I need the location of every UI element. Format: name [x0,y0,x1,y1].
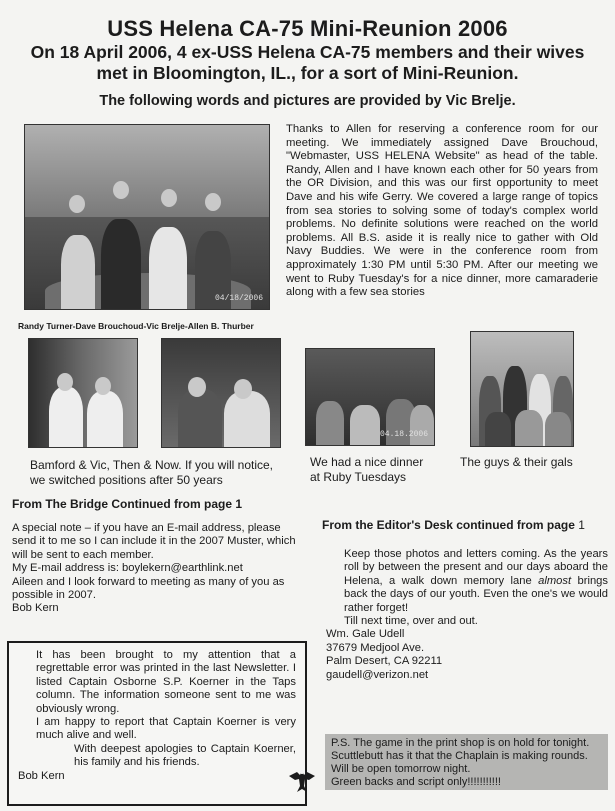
bridge-email: My E-mail address is: boylekern@earthlink.net [12,562,243,575]
editor-heading [322,518,585,532]
credit-line: The following words and pictures are provided by Vic Brelje. [99,93,516,109]
group-photo [24,124,270,310]
editor-address-1: 37679 Medjool Ave. [326,641,425,654]
bridge-text [12,522,308,616]
guys-gals-photo [470,331,574,447]
editor-heading-page: 1 [578,518,585,532]
bridge-heading: From The Bridge Continued from page 1 [12,497,243,511]
reunion-story: Thanks to Allen for reserving a conference room for our meeting. We immediately assigned Dave Brouchoud, "Webmaster, USS HELENA Website" as head of the table. Randy, Allen and I have known each other for 50 years from the OR Division, and this was our first opportunity to meet Dave and his wife Gerry. We covered a large range of topics from sea stories to solving some of today's complex world problems. No definite solutions were reached on the world problems. All B.S. aside it is really nice to gather with Old Navy Buddies. We were in the conference room from approximately 1:30 PM until 5:30 PM. After our meeting we went to Ruby Tuesday's for a nice dinner, more camaraderie along with a few sea stories [286,123,598,299]
dinner-photo [305,348,435,446]
page-subtitle [0,42,615,84]
ps-text: P.S. The game in the print shop is on hold for tonight. Scuttlebutt has it that the Chaplain is making rounds. Will be open tomorrow night. [331,737,590,775]
apology-para-2: I am happy to report that Captain Koerner is very much alive and well. [36,716,296,742]
editor-name: Wm. Gale Udell [326,628,405,641]
apology-box [7,641,307,806]
dinner-photo-stamp: 04.18.2006 [379,430,428,439]
gals-caption: The guys & their gals [460,455,573,469]
apology-text [18,649,296,783]
then-now-photo [28,338,138,448]
editor-text [326,548,608,682]
apology-para-1: It has been brought to my attention that a regrettable error was printed in the last Newsletter. I listed Captain Osborne S.P. Koerner in the Taps column. The information someone sent to me was obviously wrong. [36,649,296,715]
subtitle-line-2: met in Bloomington, IL., for a sort of Mini-Reunion. [96,63,519,83]
eagle-icon [287,766,317,794]
subtitle-line-1: On 18 April 2006, 4 ex-USS Helena CA-75 members and their wives [30,42,585,62]
apology-para-3: With deepest apologies to Captain Koerner, his family and his friends. [74,742,296,769]
then-now-photo-recent [161,338,281,448]
apology-signature: Bob Kern [18,769,65,782]
group-photo-caption: Randy Turner-Dave Brouchoud-Vic Brelje-Allen B. Thurber [18,321,254,331]
editor-paragraph [326,548,608,615]
editor-para-before: Keep those photos and letters coming. As the years roll by between the present and our days aboard the Helena, a walk down memory lane [344,548,608,587]
editor-closing: Till next time, over and out. [344,615,478,628]
ps-box [325,734,608,790]
bridge-signature: Bob Kern [12,602,59,615]
bridge-note: A special note – if you have an E-mail address, please send it to me so I can include it in the 2007 Muster, which will be sent to each member. [12,522,296,561]
then-now-caption: Bamford & Vic, Then & Now. If you will notice, we switched positions after 50 years [30,458,273,487]
editor-para-after: brings back the days of our youth. Even the one's we would rather forget! [344,574,609,614]
page-title: USS Helena CA-75 Mini-Reunion 2006 [107,16,508,41]
bridge-meeting: Aileen and I look forward to meeting as many of you as possible in 2007. [12,575,285,602]
dinner-caption: We had a nice dinner at Ruby Tuesdays [310,455,424,484]
ps-last-line: Green backs and script only!!!!!!!!!!! [331,776,501,788]
editor-para-emph: almost [538,574,572,587]
editor-heading-text: From the Editor's Desk continued from page [322,518,575,532]
editor-email: gaudell@verizon.net [326,668,429,681]
editor-address-2: Palm Desert, CA 92211 [326,655,443,668]
photo-date-stamp: 04/18/2006 [214,294,263,303]
